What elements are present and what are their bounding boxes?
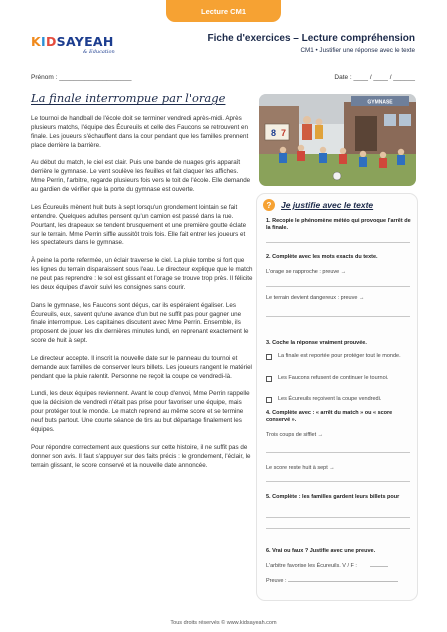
prenom-field[interactable] bbox=[31, 74, 132, 81]
checkbox[interactable] bbox=[266, 397, 272, 403]
question-mark-icon: ? bbox=[263, 199, 275, 211]
story-paragraph: Au début du match, le ciel est clair. Puis une bande de nuages gris apparaît derrière le gymnase. Le vent soulève les feuilles et fait claquer les affiches. Mme Perrin, l'arbitre, regarde plusieurs fois vers le toit de l'école. Elle demande au gardien de vérifier que la porte du gymnase est ouverte. bbox=[31, 159, 251, 194]
logo-wordmark: KIDSAYEAH bbox=[31, 34, 114, 49]
brand-logo bbox=[31, 34, 126, 62]
question-4b-text: Le score reste huit à sept → bbox=[266, 465, 335, 471]
prenom-label: Prénom : bbox=[31, 74, 58, 81]
date-blank[interactable]: ____ / ____ / ______ bbox=[353, 74, 415, 81]
question-5: 5. Complète : les familles gardent leurs billets pour bbox=[266, 494, 400, 500]
checkbox[interactable] bbox=[266, 376, 272, 382]
question-4: 4. Complète avec : « arrêt du match » ou « score conservé ». bbox=[266, 410, 393, 424]
questions-panel bbox=[256, 193, 418, 601]
questions-header bbox=[263, 199, 373, 211]
option-3[interactable] bbox=[266, 396, 414, 403]
date-field[interactable] bbox=[334, 74, 415, 81]
question-2b-text: Le terrain devient dangereux : preuve → bbox=[266, 295, 365, 301]
question-4b bbox=[266, 465, 414, 472]
story-illustration bbox=[259, 94, 416, 186]
question-2: 2. Complète avec les mots exacts du texte. bbox=[266, 254, 378, 260]
logo-tagline: & Education bbox=[83, 49, 115, 55]
answer-line-4a[interactable] bbox=[266, 452, 410, 453]
answer-line-2a[interactable] bbox=[266, 286, 410, 287]
gym-sign: GYMNASE bbox=[367, 99, 393, 106]
story-text bbox=[31, 115, 253, 479]
questions-title: Je justifie avec le texte bbox=[281, 200, 374, 210]
option-label: La finale est reportée pour protéger tout le monde. bbox=[278, 353, 401, 359]
question-6: 6. Vrai ou faux ? Justifie avec une preuve. bbox=[266, 548, 376, 554]
question-6b bbox=[266, 578, 414, 585]
option-label: Les Faucons refusent de continuer le tournoi. bbox=[278, 375, 389, 381]
answer-blank-6b[interactable] bbox=[288, 581, 398, 582]
answer-line-5a[interactable] bbox=[266, 517, 410, 518]
question-4a bbox=[266, 432, 414, 439]
footer-copyright: Tous droits réservés © www.kidsayeah.com bbox=[170, 620, 277, 626]
story-paragraph: Pour répondre correctement aux questions sur cette histoire, il ne suffit pas de donner son avis. Il faut s'appuyer sur des faits précis : le grondement, l'éclair, le terrain glissant, le score conservé et la nouvelle date annoncée. bbox=[31, 443, 251, 469]
level-tab: Lecture CM1 bbox=[166, 0, 281, 22]
document-title: Fiche d'exercices – Lecture compréhension bbox=[207, 33, 415, 44]
option-2[interactable] bbox=[266, 375, 414, 382]
question-2b bbox=[266, 295, 414, 302]
scoreboard-left: 8 bbox=[271, 128, 277, 138]
story-title: La finale interrompue par l'orage bbox=[31, 91, 226, 105]
answer-line-4b[interactable] bbox=[266, 481, 410, 482]
date-label: Date : bbox=[334, 74, 352, 81]
story-paragraph: Le directeur accepte. Il inscrit la nouvelle date sur le panneau du tournoi et demande aux familles de conserver leurs billets. Les joueurs rangent le matériel pendant que la pluie ralentit. Personne ne reçoit la coupe ce vendredi-là. bbox=[31, 354, 252, 380]
document-subtitle: CM1 • Justifier une réponse avec le texte bbox=[300, 47, 415, 54]
story-paragraph: À peine la porte refermée, un éclair traverse le ciel. La pluie tombe si fort que les lignes du terrain disparaissent sous l'eau. Le directeur explique que le match ne peut pas reprendre : le sol est glissant et l'orage se trouve trop près. Il félicite les deux équipes d'avoir suivi les consignes sans courir. bbox=[31, 257, 253, 291]
question-6a-text: L'arbitre favorise les Écureuils. V / F : bbox=[266, 563, 357, 569]
question-4a-text: Trois coups de sifflet → bbox=[266, 432, 324, 438]
story-paragraph: Dans le gymnase, les Faucons sont déçus, car ils espéraient égaliser. Les Écureuils, eux, savent qu'une avance d'un but ne suffit pas pour gagner une finale interrompue. Les capitaines discutent avec Mme Perrin. Ensemble, ils proposent de jouer les dix dernières minutes lundi, en reprenant exactement le score de huit à sept. bbox=[31, 301, 249, 345]
story-paragraph: Le tournoi de handball de l'école doit se terminer vendredi après-midi. Après plusieurs matchs, l'équipe des Écureuils et celle des Faucons se retrouvent en finale. Les joueurs s'échauffent dans la cour pendant que les familles prennent place derrière la barrière. bbox=[31, 115, 249, 149]
story-paragraph: Lundi, les deux équipes reviennent. Avant le coup d'envoi, Mme Perrin rappelle que la décision de vendredi n'était pas prise pour favoriser une équipe, mais pour protéger tout le monde. Le match reprend au même score et se termine neuf buts partout. Une courte séance de tirs au but départage finalement les équipes. bbox=[31, 390, 250, 434]
scoreboard-right: 7 bbox=[281, 128, 287, 138]
question-2a bbox=[266, 269, 414, 276]
answer-blank-6a[interactable] bbox=[370, 566, 388, 567]
ball bbox=[333, 172, 341, 180]
question-6b-text: Preuve : bbox=[266, 578, 287, 584]
option-label: Les Écureuils reçoivent la coupe vendredi. bbox=[278, 396, 382, 402]
question-2a-text: L'orage se rapproche : preuve → bbox=[266, 269, 347, 275]
question-3: 3. Coche la réponse vraiment prouvée. bbox=[266, 340, 367, 346]
answer-line-5b[interactable] bbox=[266, 528, 410, 529]
story-paragraph: Les Écureuils mènent huit buts à sept lorsqu'un grondement lointain se fait entendre. Quelques adultes pensent qu'un camion est passé dans la rue. Pourtant, les drapeaux se tendent brusquement et une première goutte éclate sur le terrain. Mme Perrin siffle aussitôt trois fois. Elle fait entrer les joueurs et les spectateurs dans le gymnase. bbox=[31, 203, 247, 247]
question-6a bbox=[266, 563, 414, 570]
answer-line-1[interactable] bbox=[266, 242, 410, 243]
prenom-blank[interactable]: ____________________ bbox=[59, 74, 132, 81]
question-1: 1. Recopie le phénomène météo qui provoque l'arrêt de la finale. bbox=[266, 218, 411, 232]
illustration-scene bbox=[259, 94, 416, 186]
option-1[interactable] bbox=[266, 353, 414, 360]
answer-line-2b[interactable] bbox=[266, 316, 410, 317]
checkbox[interactable] bbox=[266, 354, 272, 360]
